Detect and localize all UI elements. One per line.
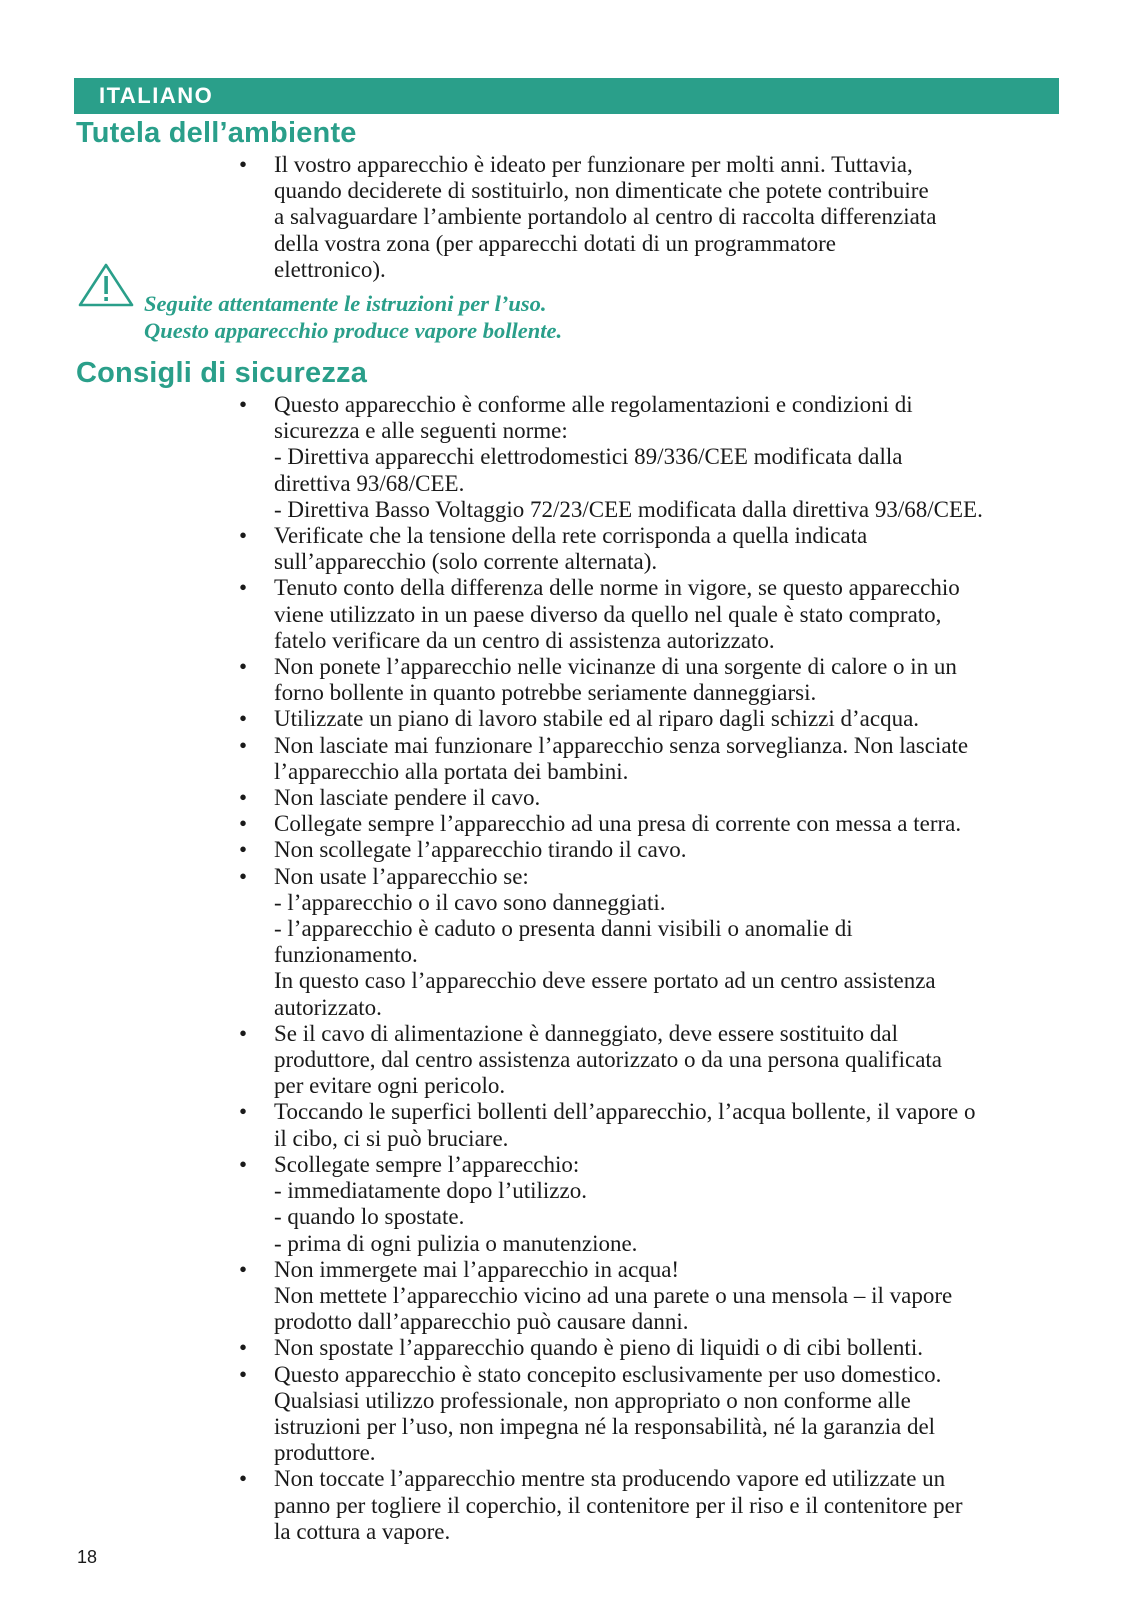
list-item-line: In questo caso l’apparecchio deve essere portato ad un centro assistenza [274, 968, 936, 994]
list-item-line: • Non ponete l’apparecchio nelle vicinanze di una sorgente di calore o in un [274, 654, 957, 680]
list-item-line: • Non lasciate pendere il cavo. [274, 785, 541, 811]
list-item-line: • Non toccate l’apparecchio mentre sta producendo vapore ed utilizzate un [274, 1466, 946, 1492]
sicurezza-list [237, 392, 1067, 1545]
list-item [237, 523, 1067, 575]
list-item-line: • Collegate sempre l’apparecchio ad una presa di corrente con messa a terra. [274, 811, 962, 837]
list-item-line: • Verificate che la tensione della rete corrisponda a quella indicata [274, 523, 868, 549]
section-title-ambiente: Tutela dell’ambiente [76, 117, 357, 149]
list-item [237, 1152, 1067, 1257]
list-item-line: quando deciderete di sostituirlo, non dimenticate che potete contribuire [274, 178, 929, 204]
list-item-line: • Questo apparecchio è stato concepito esclusivamente per uso domestico. [274, 1361, 942, 1387]
list-item-line: la cottura a vapore. [274, 1518, 451, 1544]
list-item-line: produttore, dal centro assistenza autorizzato o da una persona qualificata [274, 1047, 942, 1073]
list-item-line: - immediatamente dopo l’utilizzo. [274, 1178, 587, 1204]
list-item [237, 864, 1067, 1021]
list-item-line: prodotto dall’apparecchio può causare danni. [274, 1309, 689, 1335]
section-title-sicurezza: Consigli di sicurezza [76, 357, 368, 389]
list-item [237, 837, 1067, 863]
list-item-line: forno bollente in quanto potrebbe seriamente danneggiarsi. [274, 680, 817, 706]
list-item-line: sull’apparecchio (solo corrente alternata). [274, 549, 658, 575]
list-item-line: • Questo apparecchio è conforme alle regolamentazioni e condizioni di [274, 392, 913, 417]
list-item-line: - Direttiva Basso Voltaggio 72/23/CEE modificata dalla direttiva 93/68/CEE. [274, 496, 983, 522]
list-item-line: autorizzato. [274, 994, 382, 1020]
list-item-line: • Non immergete mai l’apparecchio in acqua! [274, 1256, 680, 1282]
language-label: ITALIANO [99, 83, 214, 108]
list-item [237, 654, 1067, 706]
list-item [237, 785, 1067, 811]
list-item [237, 1099, 1067, 1151]
list-item-line: a salvaguardare l’ambiente portandolo al centro di raccolta differenziata [274, 204, 937, 230]
list-item-line: - Direttiva apparecchi elettrodomestici 89/336/CEE modificata dalla [274, 444, 903, 470]
list-item [237, 706, 1067, 732]
list-item-line: • Utilizzate un piano di lavoro stabile ed al riparo dagli schizzi d’acqua. [274, 706, 920, 732]
list-item-line: • Tenuto conto della differenza delle norme in vigore, se questo apparecchio [274, 575, 960, 601]
warning-line: Seguite attentamente le istruzioni per l’uso. [144, 291, 547, 316]
list-item [237, 811, 1067, 837]
warning-triangle-icon [77, 262, 135, 308]
warning-text [144, 290, 562, 344]
list-item [237, 1335, 1067, 1361]
list-item-line: direttiva 93/68/CEE. [274, 470, 465, 496]
list-item-line: per evitare ogni pericolo. [274, 1073, 506, 1099]
list-item-line: • Se il cavo di alimentazione è danneggiato, deve essere sostituito dal [274, 1020, 898, 1046]
list-item-line: sicurezza e alle seguenti norme: [274, 418, 568, 444]
list-item-line: viene utilizzato in un paese diverso da quello nel quale è stato comprato, [274, 601, 942, 627]
list-item-line: fatelo verificare da un centro di assistenza autorizzato. [274, 627, 775, 653]
list-item [237, 1466, 1067, 1545]
list-item-line: produttore. [274, 1440, 376, 1466]
list-item-line: funzionamento. [274, 942, 418, 968]
list-item-line: della vostra zona (per apparecchi dotati di un programmatore [274, 230, 836, 256]
list-item-line: - quando lo spostate. [274, 1204, 465, 1230]
list-item [237, 1257, 1067, 1336]
ambiente-list [237, 152, 1067, 283]
list-item-line: elettronico). [274, 256, 386, 282]
warning-line: Questo apparecchio produce vapore bollente. [144, 318, 563, 343]
list-item-line: - l’apparecchio o il cavo sono danneggiati. [274, 889, 666, 915]
list-item-line: istruzioni per l’uso, non impegna né la responsabilità, né la garanzia del [274, 1413, 936, 1439]
list-item-line: Non mettete l’apparecchio vicino ad una parete o una mensola – il vapore [274, 1282, 953, 1308]
list-item-line: • Non lasciate mai funzionare l’apparecchio senza sorveglianza. Non lasciate [274, 732, 969, 758]
list-item-line: • Non usate l’apparecchio se: [274, 863, 529, 889]
list-item-line: - prima di ogni pulizia o manutenzione. [274, 1230, 638, 1256]
list-item-line: il cibo, ci si può bruciare. [274, 1125, 509, 1151]
language-header-bar [74, 78, 1059, 114]
list-item-line: • Non scollegate l’apparecchio tirando il cavo. [274, 837, 687, 863]
list-item [237, 152, 1067, 283]
list-item-line: Qualsiasi utilizzo professionale, non appropriato o non conforme alle [274, 1387, 911, 1413]
list-item-line: • Non spostate l’apparecchio quando è pieno di liquidi o di cibi bollenti. [274, 1335, 923, 1361]
page-number: 18 [77, 1547, 98, 1567]
list-item-line: - l’apparecchio è caduto o presenta danni visibili o anomalie di [274, 916, 853, 942]
list-item-line: l’apparecchio alla portata dei bambini. [274, 758, 629, 784]
list-item-line: • Scollegate sempre l’apparecchio: [274, 1151, 580, 1177]
list-item [237, 392, 1067, 523]
list-item-line: • Il vostro apparecchio è ideato per funzionare per molti anni. Tuttavia, [274, 152, 913, 177]
list-item-line: • Toccando le superfici bollenti dell’apparecchio, l’acqua bollente, il vapore o [274, 1099, 976, 1125]
list-item [237, 733, 1067, 785]
list-item-line: panno per togliere il coperchio, il contenitore per il riso e il contenitore per [274, 1492, 963, 1518]
list-item [237, 1021, 1067, 1100]
list-item [237, 575, 1067, 654]
list-item [237, 1362, 1067, 1467]
